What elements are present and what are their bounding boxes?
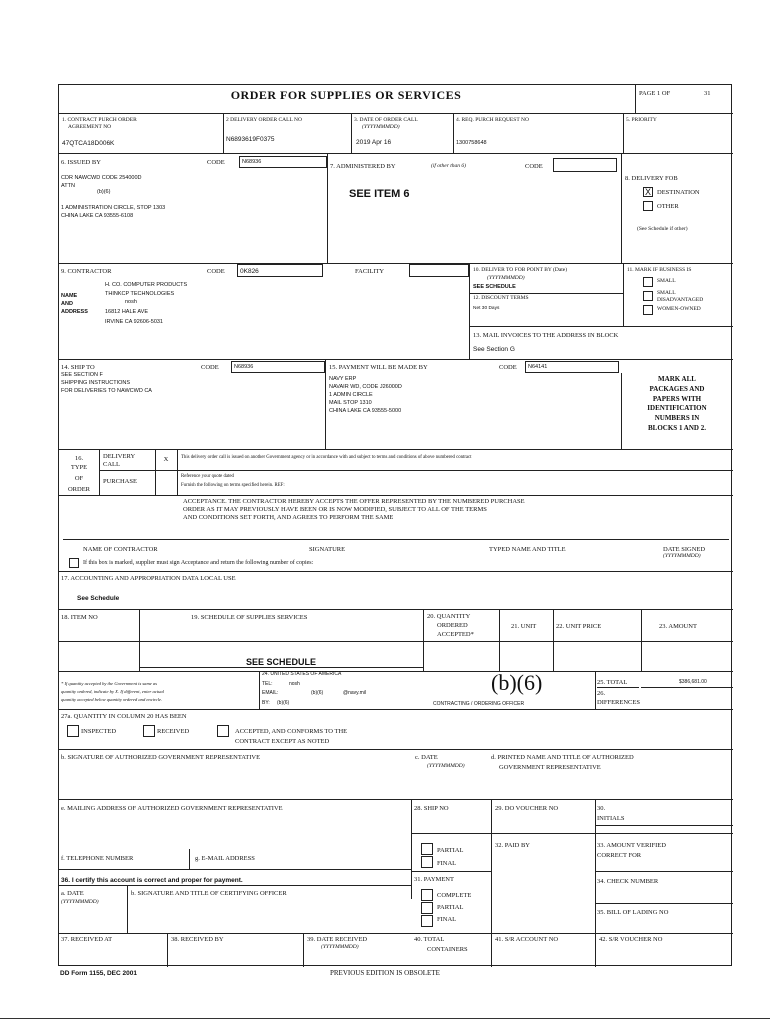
- date-order-fmt: (YYYYMMMDD): [362, 124, 400, 130]
- unit-price-header: 22. UNIT PRICE: [556, 623, 602, 630]
- delivery-order-value: N6893619F0375: [226, 136, 275, 143]
- gov-rep-name-label2: GOVERNMENT REPRESENTATIVE: [499, 764, 601, 771]
- unit-header: 21. UNIT: [511, 623, 537, 630]
- mark-packages-notice: MARK ALL PACKAGES AND PAPERS WITH IDENTIFICATION NUMBERS IN BLOCKS 1 AND 2.: [647, 375, 707, 432]
- gov-rep-date-label: c. DATE: [415, 754, 438, 761]
- delivery-fob-label: 8. DELIVERY FOB: [625, 175, 678, 182]
- contractor-address-label: ADDRESS: [61, 309, 88, 315]
- delivery-call-label2: CALL: [103, 461, 120, 468]
- ship-partial-label: PARTIAL: [437, 847, 464, 854]
- accepted-label2: CONTRACT EXCEPT AS NOTED: [235, 738, 330, 745]
- contract-no-label: 1. CONTRACT PURCH ORDER: [62, 117, 137, 123]
- form-number: DD Form 1155, DEC 2001: [60, 970, 137, 977]
- issued-code-label: CODE: [207, 159, 225, 166]
- administered-code-label: CODE: [525, 163, 543, 170]
- certify-date-label: a. DATE: [61, 890, 84, 897]
- typed-name-label: TYPED NAME AND TITLE: [489, 546, 566, 553]
- fob-note: (See Schedule if other): [637, 226, 688, 232]
- item-no-header: 18. ITEM NO: [61, 614, 98, 621]
- email-label: EMAIL:: [262, 690, 279, 696]
- received-label: RECEIVED: [157, 728, 190, 735]
- amount-verified-label2: CORRECT FOR: [597, 852, 642, 859]
- mail-invoices-value: See Section G: [473, 346, 515, 353]
- payment-line4: MAIL STOP 1310: [329, 400, 372, 406]
- name-of-contractor-label: NAME OF CONTRACTOR: [83, 546, 158, 553]
- discount-value: Net 30 Days: [473, 306, 500, 311]
- issued-line1: CDR NAWCWD CODE 254000D: [61, 175, 142, 181]
- gov-rep-address-label: e. MAILING ADDRESS OF AUTHORIZED GOVERNMENT REPRESENTATIVE: [61, 805, 283, 812]
- quantity-ordered-header: ORDERED: [437, 622, 468, 629]
- facility-label: FACILITY: [355, 268, 385, 275]
- schedule-header: 19. SCHEDULE OF SUPPLIES SERVICES: [191, 614, 308, 621]
- type-of-order-order: ORDER: [67, 486, 91, 493]
- date-received-fmt: (YYYYMMMDD): [321, 944, 359, 950]
- other-label: OTHER: [657, 203, 679, 210]
- purchase-text2: Furnish the following on terms specified herein. REF:: [181, 483, 285, 488]
- total-value: $386,681.00: [679, 679, 707, 685]
- telephone-label: f. TELEPHONE NUMBER: [61, 855, 134, 862]
- form-title: ORDER FOR SUPPLIES OR SERVICES: [230, 88, 462, 102]
- issued-line4: CHINA LAKE CA 93555-6108: [61, 213, 134, 219]
- type-of-order-num: 16.: [74, 455, 84, 462]
- delivery-order-label: 2 DELIVERY ORDER CALL NO: [226, 117, 302, 123]
- payment-complete-checkbox[interactable]: [421, 889, 433, 901]
- date-signed-fmt: (YYYYMMMDD): [663, 553, 701, 559]
- usa-label: 24. UNITED STATES OF AMERICA: [262, 671, 342, 677]
- return-copies-text: If this box is marked, supplier must sign Acceptance and return the following number of copies:: [83, 560, 314, 566]
- contractor-label: 9. CONTRACTOR: [61, 268, 112, 275]
- payment-final-label: FINAL: [437, 916, 457, 923]
- order-form: [58, 84, 732, 966]
- sr-account-label: 41. S/R ACCOUNT NO: [495, 936, 559, 943]
- req-no-value: 1300758648: [456, 140, 487, 146]
- gov-rep-date-fmt: (YYYYMMMDD): [427, 763, 465, 769]
- ship-final-checkbox[interactable]: [421, 856, 433, 868]
- by-label: BY:: [262, 700, 270, 706]
- destination-label: DESTINATION: [657, 189, 700, 196]
- contractor-name-label: NAME: [61, 293, 78, 299]
- type-of-order-type: TYPE: [70, 464, 88, 471]
- quantity-note2: quantity ordered, indicate by X. If different, enter actual: [61, 689, 164, 694]
- accepted-label: ACCEPTED, AND CONFORMS TO THE: [235, 728, 348, 735]
- schedule-see: SEE SCHEDULE: [245, 657, 316, 667]
- type-of-order-of: OF: [74, 475, 84, 482]
- payment-code: N64141: [528, 364, 548, 370]
- contractor-line1: H. CO. COMPUTER PRODUCTS: [105, 282, 188, 288]
- payment-status-label: 31. PAYMENT: [414, 876, 454, 883]
- ship-to-code: N68936: [234, 364, 254, 370]
- ship-no-label: 28. SHIP NO: [414, 805, 449, 812]
- signature-label: SIGNATURE: [309, 546, 346, 553]
- page-bottom-rule: [0, 1018, 770, 1019]
- payment-line3: 1 ADMIN CIRCLE: [329, 392, 373, 398]
- ship-to-line2: SHIPPING INSTRUCTIONS: [61, 380, 131, 386]
- mail-invoices-label: 13. MAIL INVOICES TO THE ADDRESS IN BLOCK: [473, 332, 619, 339]
- deliver-fob-value: SEE SCHEDULE: [473, 284, 516, 290]
- contractor-line5: IRVINE CA 92606-5031: [105, 319, 163, 325]
- date-order-label: 3. DATE OF ORDER CALL: [354, 117, 418, 123]
- payment-partial-label: PARTIAL: [437, 904, 464, 911]
- differences-num: 26.: [597, 690, 606, 697]
- check-number-label: 34. CHECK NUMBER: [597, 878, 659, 885]
- mark-business-label: 11. MARK IF BUSINESS IS: [627, 267, 692, 273]
- certify-label: 36. I certify this account is correct and proper for payment.: [61, 877, 243, 884]
- ship-to-code-label: CODE: [201, 364, 219, 371]
- purchase-label: PURCHASE: [103, 478, 137, 485]
- gov-rep-signature-label: b. SIGNATURE OF AUTHORIZED GOVERNMENT REPRESENTATIVE: [61, 754, 261, 761]
- paid-by-label: 32. PAID BY: [495, 842, 530, 849]
- contract-no-label2: AGREEMENT NO: [68, 124, 112, 130]
- small-label: SMALL: [657, 278, 676, 284]
- inspected-checkbox[interactable]: [67, 725, 79, 737]
- issued-code: N68936: [242, 159, 262, 165]
- contractor-line2: THINKCP TECHNOLOGIES: [105, 291, 175, 297]
- accounting-value: See Schedule: [77, 595, 120, 602]
- req-no-label: 4. REQ. PURCH REQUEST NO: [456, 117, 529, 123]
- acceptance-line2: ORDER AS IT MAY PREVIOUSLY HAVE BEEN OR IS NOW MODIFIED, SUBJECT TO ALL OF THE TERMS: [183, 506, 487, 513]
- contractor-code: 0K826: [240, 268, 259, 275]
- gov-rep-name-label: d. PRINTED NAME AND TITLE OF AUTHORIZED: [491, 754, 634, 761]
- previous-edition-note: PREVIOUS EDITION IS OBSOLETE: [330, 969, 440, 977]
- contract-no-value: 47QTCA18D006K: [62, 140, 115, 147]
- page-total: 31: [704, 90, 711, 97]
- payment-final-checkbox[interactable]: [421, 915, 433, 927]
- ship-final-label: FINAL: [437, 860, 457, 867]
- payment-line1: NAVY ERP: [329, 376, 357, 382]
- delivery-call-label1: DELIVERY: [103, 453, 136, 460]
- discount-label: 12. DISCOUNT TERMS: [473, 295, 529, 301]
- sdb-label1: SMALL: [657, 290, 676, 296]
- sdb-checkbox[interactable]: [643, 291, 653, 301]
- total-label: 25. TOTAL: [597, 679, 628, 686]
- contractor-code-label: CODE: [207, 268, 225, 275]
- bill-of-lading-label: 35. BILL OF LADING NO: [597, 909, 669, 916]
- date-order-value: 2019 Apr 16: [356, 139, 392, 146]
- date-signed-label: DATE SIGNED: [663, 546, 706, 553]
- contractor-line4: 16812 HALE AVE: [105, 309, 149, 315]
- small-checkbox[interactable]: [643, 277, 653, 287]
- quantity-note3: quantity accepted below quantity ordered and encircle.: [61, 697, 163, 702]
- date-received-label: 39. DATE RECEIVED: [307, 936, 368, 943]
- received-checkbox[interactable]: [143, 725, 155, 737]
- initials-label: INITIALS: [597, 815, 625, 822]
- other-checkbox[interactable]: [643, 201, 653, 211]
- issued-attn: ATTN: [61, 183, 75, 189]
- contractor-line3: nosh: [125, 299, 137, 305]
- priority-label: 5. PRIORITY: [626, 117, 657, 123]
- administered-see: SEE ITEM 6: [349, 188, 410, 200]
- quantity-col20-label: 27a. QUANTITY IN COLUMN 20 HAS BEEN: [61, 713, 187, 720]
- issued-attn-value: (b)(6): [97, 189, 111, 195]
- payment-partial-checkbox[interactable]: [421, 902, 433, 914]
- ship-to-line1: SEE SECTION F: [61, 372, 103, 378]
- amount-header: 23. AMOUNT: [659, 623, 697, 630]
- payment-label: 15. PAYMENT WILL BE MADE BY: [329, 364, 428, 371]
- email-address-label: g. E-MAIL ADDRESS: [195, 855, 255, 862]
- ship-partial-checkbox[interactable]: [421, 843, 433, 855]
- ship-to-label: 14. SHIP TO: [61, 364, 95, 371]
- women-owned-checkbox[interactable]: [643, 305, 653, 315]
- administered-label: 7. ADMINISTERED BY: [330, 163, 396, 170]
- issued-line3: 1 ADMINISTRATION CIRCLE, STOP 1303: [61, 205, 166, 211]
- deliver-fob-fmt: (YYYYMMMDD): [487, 275, 525, 281]
- delivery-call-text: This delivery order call is issued on another Government agency or in accordance with and subject to terms and conditions of above numbered contract: [181, 455, 472, 460]
- payment-code-label: CODE: [499, 364, 517, 371]
- certify-date-fmt: (YYYYMMMDD): [61, 899, 99, 905]
- initials-num: 30.: [597, 805, 606, 812]
- payment-line2: NAVAIR WD, CODE J26000D: [329, 384, 402, 390]
- women-owned-label: WOMEN-OWNED: [657, 306, 701, 312]
- by-value: (b)(6): [277, 700, 290, 706]
- payment-complete-label: COMPLETE: [437, 892, 472, 899]
- tel-label: TEL:: [262, 681, 273, 687]
- ship-to-line3: FOR DELIVERIES TO NAWCWD CA: [61, 388, 152, 394]
- sdb-label2: DISADVANTAGED: [657, 297, 704, 303]
- received-at-label: 37. RECEIVED AT: [61, 936, 113, 943]
- inspected-label: INSPECTED: [81, 728, 117, 735]
- redacted-signature: (b)(6): [491, 670, 543, 695]
- total-containers-label: 40. TOTAL: [414, 936, 445, 943]
- quantity-header: 20. QUANTITY: [427, 613, 471, 620]
- delivery-call-mark: X: [163, 456, 169, 463]
- sr-voucher-label: 42. S/R VOUCHER NO: [599, 936, 663, 943]
- payment-line5: CHINA LAKE CA 93555-5000: [329, 408, 402, 414]
- total-containers-label2: CONTAINERS: [427, 946, 468, 953]
- contractor-and-label: AND: [61, 301, 73, 307]
- differences-label: DIFFERENCES: [597, 699, 640, 706]
- deliver-fob-label: 10. DELIVER TO FOB POINT BY (Date): [473, 267, 568, 273]
- accepted-checkbox[interactable]: [217, 725, 229, 737]
- received-by-label: 38. RECEIVED BY: [171, 936, 224, 943]
- acceptance-line3: AND CONDITIONS SET FORTH, AND AGREES TO PERFORM THE SAME: [183, 514, 394, 521]
- quantity-note1: * If quantity accepted by the Government is same as: [61, 681, 158, 686]
- email-value2: @navy.mil: [343, 690, 367, 696]
- administered-label-note: (if other than 6): [431, 163, 466, 169]
- issued-by-label: 6. ISSUED BY: [61, 159, 101, 166]
- tel-value: nosh: [289, 681, 300, 687]
- accounting-label: 17. ACCOUNTING AND APPROPRIATION DATA LOCAL USE: [61, 575, 236, 582]
- quantity-accepted-header: ACCEPTED*: [437, 631, 474, 638]
- contracting-officer-label: CONTRACTING / ORDERING OFFICER: [433, 701, 525, 707]
- page-label: PAGE 1 OF: [639, 90, 671, 97]
- return-copies-checkbox[interactable]: [69, 558, 79, 568]
- amount-verified-label: 33. AMOUNT VERIFIED: [597, 842, 666, 849]
- destination-checkbox[interactable]: X: [644, 187, 651, 197]
- certifying-officer-label: b. SIGNATURE AND TITLE OF CERTIFYING OFFICER: [131, 890, 287, 897]
- acceptance-line1: ACCEPTANCE. THE CONTRACTOR HEREBY ACCEPTS THE OFFER REPRESENTED BY THE NUMBERED PURCHASE: [183, 498, 525, 505]
- purchase-text1: Reference your quote dated: [181, 474, 234, 479]
- email-value1: (b)(6): [311, 690, 324, 696]
- do-voucher-label: 29. DO VOUCHER NO: [495, 805, 559, 812]
